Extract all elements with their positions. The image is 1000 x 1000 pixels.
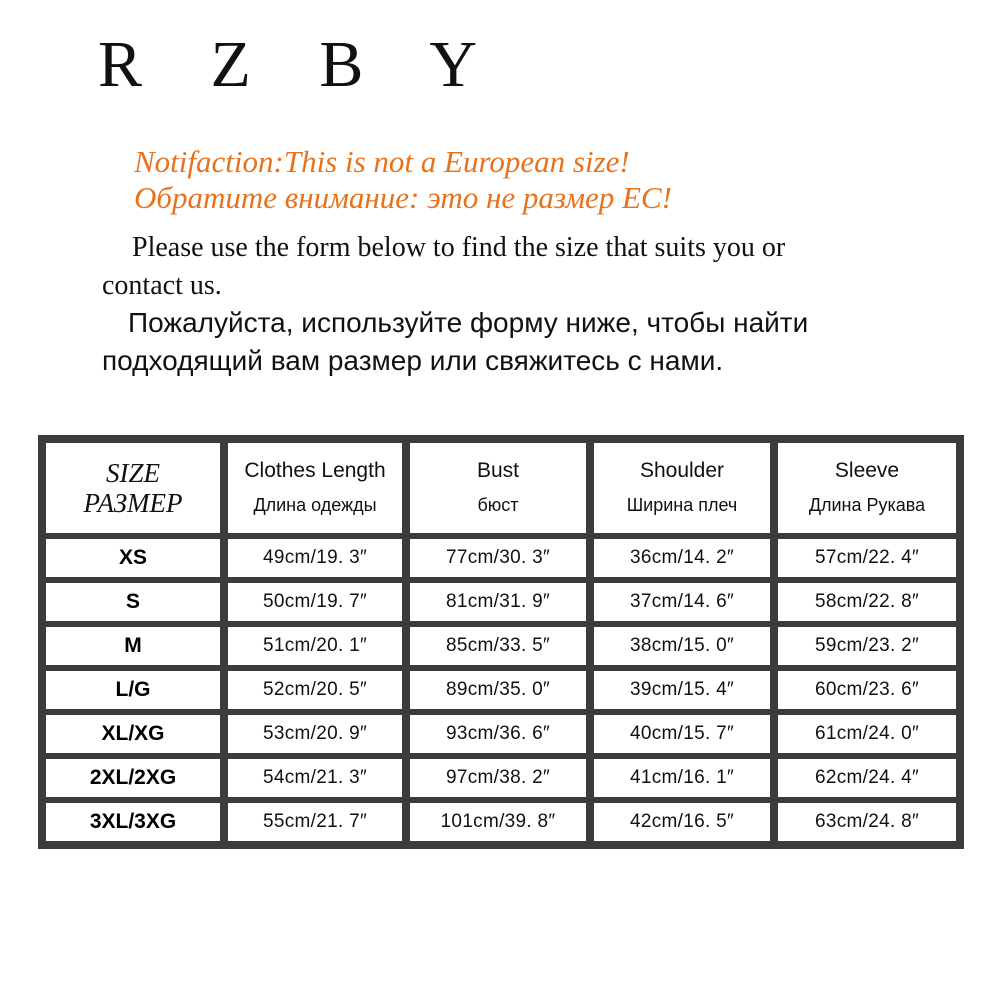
- measurement-cell: 52cm/20. 5″: [228, 671, 402, 709]
- instructions-ru-line1: Пожалуйста, используйте форму ниже, чтобы найти: [128, 307, 809, 338]
- measurement-cell: 39cm/15. 4″: [594, 671, 770, 709]
- measurement-cell: 59cm/23. 2″: [778, 627, 956, 665]
- measurement-cell: 57cm/22. 4″: [778, 539, 956, 577]
- measurement-cell: 62cm/24. 4″: [778, 759, 956, 797]
- measurement-cell: 36cm/14. 2″: [594, 539, 770, 577]
- notice-line-en: Notifaction:This is not a European size!: [134, 144, 630, 179]
- measurement-cell: 93cm/36. 6″: [410, 715, 586, 753]
- column-header-en: Clothes Length: [244, 459, 386, 482]
- column-header-ru: бюст: [477, 495, 519, 515]
- size-label-cell: XS: [46, 539, 220, 577]
- column-header-ru: Длина Рукава: [808, 495, 926, 515]
- size-label-cell: L/G: [46, 671, 220, 709]
- size-header-en: SIZE: [106, 458, 160, 488]
- size-label-cell: 2XL/2XG: [46, 759, 220, 797]
- size-label-cell: S: [46, 583, 220, 621]
- measurement-cell: 63cm/24. 8″: [778, 803, 956, 841]
- size-label-cell: XL/XG: [46, 715, 220, 753]
- measurement-cell: 41cm/16. 1″: [594, 759, 770, 797]
- instructions-ru: [102, 304, 962, 380]
- column-header-ru: Длина одежды: [253, 495, 377, 515]
- size-label-cell: M: [46, 627, 220, 665]
- column-header-3: [778, 443, 956, 533]
- measurement-cell: 40cm/15. 7″: [594, 715, 770, 753]
- measurement-cell: 53cm/20. 9″: [228, 715, 402, 753]
- column-header-0: [228, 443, 402, 533]
- size-label-cell: 3XL/3XG: [46, 803, 220, 841]
- measurement-cell: 77cm/30. 3″: [410, 539, 586, 577]
- measurement-cell: 38cm/15. 0″: [594, 627, 770, 665]
- measurement-cell: 97cm/38. 2″: [410, 759, 586, 797]
- size-header-cell: [46, 443, 220, 533]
- measurement-cell: 51cm/20. 1″: [228, 627, 402, 665]
- column-header-ru: Ширина плеч: [626, 495, 738, 515]
- measurement-cell: 58cm/22. 8″: [778, 583, 956, 621]
- measurement-cell: 42cm/16. 5″: [594, 803, 770, 841]
- column-header-1: [410, 443, 586, 533]
- measurement-cell: 81cm/31. 9″: [410, 583, 586, 621]
- measurement-cell: 54cm/21. 3″: [228, 759, 402, 797]
- size-chart-table: [38, 435, 964, 849]
- instructions-en-line2: contact us.: [102, 270, 222, 301]
- brand-logo: R Z B Y: [98, 28, 504, 101]
- instructions-en-line1: Please use the form below to find the size that suits you or: [132, 232, 786, 263]
- measurement-cell: 49cm/19. 3″: [228, 539, 402, 577]
- column-header-en: Bust: [476, 459, 520, 482]
- instructions-ru-line2: подходящий вам размер или свяжитесь с нами.: [102, 345, 724, 376]
- size-notice: [134, 144, 672, 216]
- measurement-cell: 37cm/14. 6″: [594, 583, 770, 621]
- size-header-ru: РАЗМЕР: [83, 488, 183, 518]
- measurement-cell: 55cm/21. 7″: [228, 803, 402, 841]
- measurement-cell: 101cm/39. 8″: [410, 803, 586, 841]
- measurement-cell: 85cm/33. 5″: [410, 627, 586, 665]
- column-header-2: [594, 443, 770, 533]
- measurement-cell: 60cm/23. 6″: [778, 671, 956, 709]
- measurement-cell: 89cm/35. 0″: [410, 671, 586, 709]
- measurement-cell: 61cm/24. 0″: [778, 715, 956, 753]
- column-header-en: Sleeve: [834, 459, 900, 482]
- column-header-en: Shoulder: [639, 459, 725, 482]
- notice-line-ru: Обратите внимание: это не размер ЕС!: [134, 180, 672, 215]
- instructions-en: [102, 229, 922, 305]
- measurement-cell: 50cm/19. 7″: [228, 583, 402, 621]
